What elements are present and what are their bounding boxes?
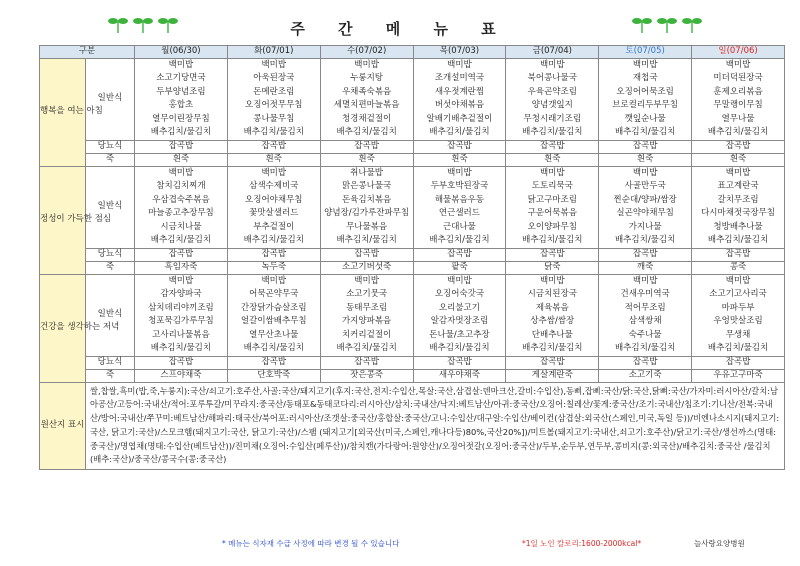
meal-porridge-row — [40, 369, 785, 382]
porridge-label: 죽 — [86, 369, 135, 382]
porridge-cell: 단호박죽 — [227, 369, 320, 382]
menu-item: 치커리겉절이 — [341, 329, 392, 340]
menu-item: 백미밥 — [539, 59, 565, 70]
porridge-cell: 흰죽 — [692, 153, 785, 166]
meal-general-row — [40, 274, 785, 356]
meal-porridge-row — [40, 153, 785, 166]
menu-item: 배추김치/물김치 — [150, 343, 212, 353]
menu-item: 적어무조림 — [624, 302, 666, 313]
menu-item: 오징어야채무침 — [245, 194, 303, 205]
diabetic-cell: 잡곡밥 — [320, 140, 413, 153]
porridge-label: 죽 — [86, 153, 135, 166]
menu-cell — [135, 58, 228, 140]
menu-cell — [227, 58, 320, 140]
menu-item: 소고기뭇국 — [346, 289, 388, 299]
menu-item: 감자양파국 — [160, 289, 202, 299]
footer-note: * 메뉴는 식자재 수급 사정에 따라 변경 될 수 있습니다 — [222, 539, 400, 548]
menu-item: 배추김치/물김치 — [150, 127, 212, 137]
diabetic-cell: 잡곡밥 — [135, 248, 228, 261]
menu-item: 삼색수제비국 — [249, 181, 299, 191]
menu-item: 참치김치찌개 — [156, 181, 206, 191]
menu-cell — [227, 166, 320, 248]
menu-item: 단배추나물 — [531, 329, 573, 340]
meal-general-row — [40, 166, 785, 248]
menu-item: 배추김치/물김치 — [522, 343, 583, 353]
menu-item: 백미밥 — [725, 275, 751, 286]
diabetic-cell: 잡곡밥 — [692, 140, 785, 153]
diabetic-cell: 잡곡밥 — [227, 248, 320, 261]
day-header: 목(07/03) — [413, 46, 506, 59]
menu-item: 우채족숙볶음 — [341, 86, 392, 97]
menu-cell — [599, 166, 692, 248]
menu-item: 건새우미역국 — [620, 289, 670, 299]
day-header: 일(07/06) — [692, 46, 785, 59]
menu-item: 얼갈이쌈배추무침 — [240, 316, 307, 326]
menu-item: 콩나물무침 — [253, 113, 295, 124]
menu-item: 백미밥 — [539, 167, 565, 178]
menu-item: 무생채 — [725, 329, 751, 340]
menu-cell — [135, 274, 228, 356]
menu-item: 조개설미역국 — [434, 73, 485, 83]
menu-item: 시금치된장국 — [527, 289, 577, 299]
porridge-cell: 콩죽 — [692, 261, 785, 274]
menu-item: 청방배추나물 — [713, 221, 763, 232]
menu-item: 마늘종고추장무침 — [148, 208, 214, 218]
menu-item: 표고계란국 — [717, 181, 759, 191]
menu-item: 무청시래기조림 — [523, 113, 582, 124]
general-label: 일반식 — [86, 274, 135, 356]
menu-item: 상추쌈/쌈장 — [530, 316, 575, 326]
menu-item: 배추김치/물김치 — [150, 235, 212, 245]
menu-cell — [506, 274, 599, 356]
menu-cell — [320, 274, 413, 356]
menu-item: 배추김치/물김치 — [614, 235, 676, 245]
menu-item: 돈나물/초고추장 — [429, 329, 490, 340]
menu-item: 우엉맛살조림 — [713, 316, 763, 326]
menu-item: 훈제오리볶음 — [713, 86, 763, 97]
menu-item: 가지나물 — [628, 221, 662, 232]
menu-item: 우삼겹숙주볶음 — [152, 194, 210, 205]
menu-item: 취나물밥 — [350, 167, 384, 178]
menu-item: 우육곤약조림 — [527, 86, 577, 97]
diabetic-cell: 잡곡밥 — [413, 356, 506, 369]
menu-table — [39, 45, 785, 470]
menu-item: 배추김치/물김치 — [614, 127, 676, 137]
diabetic-cell: 잡곡밥 — [135, 140, 228, 153]
menu-item: 백미밥 — [354, 59, 379, 70]
menu-cell — [692, 274, 785, 356]
menu-item: 백미밥 — [168, 275, 194, 286]
menu-item: 북어콩나물국 — [527, 73, 577, 83]
menu-item: 부추겉절이 — [253, 221, 295, 232]
menu-item: 백미밥 — [261, 59, 287, 70]
general-label: 일반식 — [86, 58, 135, 140]
diabetic-cell: 잡곡밥 — [413, 140, 506, 153]
menu-item: 세멸치편마늘볶음 — [333, 100, 400, 110]
origin-row — [40, 382, 785, 470]
menu-item: 배추김치/물김치 — [243, 235, 304, 245]
menu-item: 숙주나물 — [628, 329, 662, 340]
origin-text: 쌀,찹쌀,흑미(밥,죽,누룽지):국산/쇠고기:호주산,사골:국산/돼지고기(후지:국산,전지:수입산,목살:국산,삼겹살:덴마크산,갈비:수입산),동삐,잡삐:국산/닭:국산,닭뼈:국산/가자미:러시아산/갈치:남아공산/고등어:국내산/적어:포루투갈/미꾸라지:중국산/동태포&동태코다리:러시아산/삼치:국내산/낙지:베트남산/아귀:중국산/오징어:칠레산/꽃게:중국산/조기:국내산/침조기:기니산/전복:국내산/방어:국내산/쭈꾸미:베트남산/해파리:태국산/북어포:러시아산/조갯살:중국산/홍합살:중국산/고니:수입산/대구알:수입산/베이컨(삼겹살:외국산(스페인,미국,독일 등))/비엔나소시지(돼지고기:국산, 닭고기:국산)/스모크햄(돼지고기:국산, 닭고기:국산)/스팸 (돼지고기[외국산(미국,스페인,캐나다등)80%,국산20%])/미트볼(돼지고기:국내산,쇠고기:호주산)/닭고기:국산/생선까스(명태:중국산)/명엽채(명태:수입산(베트남산))/진미채(오징어:수입산(페루산))/참치캔(가다랑어:원양산)/오징어젓갈(오징어:중국산)/두부,순두부,연두부,콩비지(콩:외국산)/배추김치:중국산 /물김치(배추:국산)/중국산/콩국수(콩:중국산) — [86, 382, 785, 470]
menu-item: 백미밥 — [632, 167, 658, 178]
menu-item: 깻잎순나물 — [624, 113, 666, 124]
menu-cell — [135, 166, 228, 248]
menu-item: 청경채겉절이 — [341, 113, 392, 124]
menu-cell — [506, 166, 599, 248]
menu-item: 어묵곤약무국 — [249, 289, 299, 299]
menu-cell — [599, 58, 692, 140]
menu-item: 근대나물 — [443, 221, 476, 232]
menu-item: 다시마채젓국장무침 — [701, 208, 775, 218]
menu-item: 돈육김치볶음 — [341, 194, 392, 205]
menu-item: 열무나물 — [721, 113, 755, 124]
menu-item: 백미밥 — [168, 59, 194, 70]
menu-item: 꽃맛살샐러드 — [249, 208, 299, 218]
menu-cell — [413, 58, 506, 140]
hospital-name: 늘사랑요양병원 — [694, 539, 745, 548]
menu-item: 오징어어묵조림 — [616, 86, 674, 97]
menu-item: 미더덕된장국 — [713, 73, 763, 83]
menu-item: 마파두부 — [721, 302, 755, 313]
meal-name: 건강을 생각하는 저녁 — [40, 274, 86, 382]
porridge-cell: 흰죽 — [413, 153, 506, 166]
menu-item: 백미밥 — [725, 59, 751, 70]
porridge-cell: 흰죽 — [227, 153, 320, 166]
porridge-cell: 깨죽 — [599, 261, 692, 274]
porridge-cell: 팥죽 — [413, 261, 506, 274]
menu-item: 아욱된장국 — [253, 73, 295, 83]
diabetic-cell: 잡곡밥 — [320, 248, 413, 261]
menu-cell — [413, 274, 506, 356]
menu-cell — [692, 166, 785, 248]
menu-item: 백미밥 — [261, 275, 287, 286]
menu-item: 갈치무조림 — [717, 194, 759, 205]
day-header: 화(07/01) — [227, 46, 320, 59]
menu-item: 백미밥 — [354, 275, 379, 286]
diabetic-cell: 잡곡밥 — [227, 356, 320, 369]
menu-item: 홍합초 — [168, 100, 194, 110]
menu-item: 양념갯잎지 — [531, 100, 573, 110]
menu-item: 백미밥 — [447, 167, 472, 178]
diabetic-cell: 잡곡밥 — [692, 248, 785, 261]
menu-item: 백미밥 — [539, 275, 565, 286]
diabetic-label: 당뇨식 — [86, 140, 135, 153]
menu-item: 배추김치/물김치 — [707, 235, 769, 245]
menu-item: 간장닭가슴살조림 — [240, 302, 307, 313]
menu-item: 백미밥 — [261, 167, 287, 178]
diabetic-cell: 잡곡밥 — [506, 356, 599, 369]
general-label: 일반식 — [86, 166, 135, 248]
menu-item: 동태무조림 — [346, 302, 388, 313]
menu-item: 알감자멋장조림 — [430, 316, 489, 326]
menu-cell — [320, 166, 413, 248]
menu-item: 찐순대/양파/쌈장 — [613, 194, 677, 205]
menu-item: 배추김치/물김치 — [243, 343, 304, 353]
menu-item: 재첩국 — [632, 73, 658, 83]
porridge-cell: 흰죽 — [599, 153, 692, 166]
diabetic-cell: 잡곡밥 — [506, 248, 599, 261]
menu-item: 오리불고기 — [438, 302, 480, 313]
menu-item: 오징어숙갓국 — [434, 289, 485, 299]
menu-item: 구운어묵볶음 — [527, 208, 577, 218]
porridge-cell: 흑임자죽 — [135, 261, 228, 274]
menu-item: 배추김치/물김치 — [336, 343, 397, 353]
menu-item: 소고기고사리국 — [709, 289, 767, 299]
menu-item: 배추김치/물김치 — [336, 235, 397, 245]
diabetic-cell: 잡곡밥 — [506, 140, 599, 153]
menu-item: 무말랭이무침 — [713, 100, 763, 110]
porridge-cell: 소고기버섯죽 — [320, 261, 413, 274]
porridge-cell: 녹두죽 — [227, 261, 320, 274]
porridge-cell: 흰죽 — [320, 153, 413, 166]
diabetic-cell: 잡곡밥 — [227, 140, 320, 153]
day-header: 월(06/30) — [135, 46, 228, 59]
diabetic-label: 당뇨식 — [86, 356, 135, 369]
menu-item: 가지양파볶음 — [341, 316, 392, 326]
menu-item: 배추김치/물김치 — [429, 127, 490, 137]
meal-name: 행복을 여는 아침 — [40, 58, 86, 166]
menu-item: 백미밥 — [725, 167, 751, 178]
porridge-cell: 스프야채죽 — [135, 369, 228, 382]
menu-item: 백미밥 — [632, 275, 658, 286]
menu-item: 돈메란조림 — [253, 86, 295, 97]
menu-item: 두부양념조림 — [156, 86, 206, 97]
menu-item: 열무이린장무침 — [152, 113, 210, 124]
menu-item: 배추김치/물김치 — [336, 127, 397, 137]
porridge-cell: 우유고구마죽 — [692, 369, 785, 382]
header-row — [40, 46, 785, 59]
menu-item: 백미밥 — [632, 59, 658, 70]
menu-item: 실곤약야채무침 — [616, 208, 674, 218]
menu-cell — [227, 274, 320, 356]
menu-item: 백미밥 — [168, 167, 194, 178]
menu-item: 고사리나물볶음 — [152, 329, 210, 340]
menu-item: 새우젓계란찜 — [434, 86, 485, 97]
menu-item: 닭고구마조림 — [527, 194, 577, 205]
menu-cell — [692, 58, 785, 140]
menu-cell — [413, 166, 506, 248]
menu-item: 배추김치/물김치 — [707, 127, 769, 137]
menu-item: 배추김치/물김치 — [522, 235, 583, 245]
menu-item: 두부호박된장국 — [430, 181, 489, 191]
diabetic-cell: 잡곡밥 — [599, 356, 692, 369]
menu-item: 맑은콩나물국 — [341, 181, 392, 191]
menu-item: 소고기당면국 — [156, 73, 206, 83]
menu-item: 삼색쌍채 — [628, 316, 662, 326]
menu-item: 배추김치/물김치 — [429, 235, 490, 245]
menu-cell — [599, 274, 692, 356]
menu-item: 백미밥 — [447, 59, 472, 70]
diabetic-cell: 잡곡밥 — [320, 356, 413, 369]
menu-cell — [506, 58, 599, 140]
meal-general-row — [40, 58, 785, 140]
menu-item: 해물볶음우동 — [434, 194, 485, 205]
meal-porridge-row — [40, 261, 785, 274]
meal-diabetic-row — [40, 248, 785, 261]
menu-item: 배추김치/물김치 — [707, 343, 769, 353]
meal-diabetic-row — [40, 140, 785, 153]
menu-item: 브로컬리두부무침 — [612, 100, 678, 110]
menu-item: 백미밥 — [447, 275, 472, 286]
diabetic-cell: 잡곡밥 — [135, 356, 228, 369]
meal-diabetic-row — [40, 356, 785, 369]
menu-item: 배추김치/물김치 — [243, 127, 304, 137]
day-header: 금(07/04) — [506, 46, 599, 59]
diabetic-cell: 잡곡밥 — [599, 248, 692, 261]
menu-item: 오징어젓무무침 — [245, 100, 303, 110]
menu-item: 청포묵김가루무침 — [148, 316, 214, 326]
porridge-cell: 새우야채죽 — [413, 369, 506, 382]
menu-item: 배추김치/물김치 — [522, 127, 583, 137]
menu-item: 도토리묵국 — [531, 181, 573, 191]
menu-item: 사골만두국 — [624, 181, 666, 191]
menu-item: 열무산초나물 — [249, 329, 299, 340]
porridge-label: 죽 — [86, 261, 135, 274]
menu-item: 오이양파무침 — [527, 221, 577, 232]
day-header: 수(07/02) — [320, 46, 413, 59]
porridge-cell: 소고기죽 — [599, 369, 692, 382]
menu-item: 연근샐러드 — [438, 208, 480, 218]
diabetic-label: 당뇨식 — [86, 248, 135, 261]
menu-item: 삼치데리야끼조림 — [148, 302, 214, 313]
menu-cell — [320, 58, 413, 140]
page-title: 주 간 메 뉴 표 — [290, 20, 510, 38]
menu-item: 무나물볶음 — [346, 221, 388, 232]
porridge-cell: 닭죽 — [506, 261, 599, 274]
menu-item: 알배기배추겉절이 — [426, 113, 493, 124]
menu-item: 배추김치/물김치 — [614, 343, 676, 353]
porridge-cell: 흰죽 — [135, 153, 228, 166]
menu-item: 누룽지탕 — [350, 73, 384, 83]
porridge-cell: 잣은콩죽 — [320, 369, 413, 382]
calorie-note: *1일 노인 칼로리:1600-2000kcal* — [522, 539, 642, 548]
porridge-cell: 흰죽 — [506, 153, 599, 166]
porridge-cell: 게살계란죽 — [506, 369, 599, 382]
day-header: 토(07/05) — [599, 46, 692, 59]
diabetic-cell: 잡곡밥 — [413, 248, 506, 261]
origin-label: 원산지 표시 — [40, 382, 86, 470]
diabetic-cell: 잡곡밥 — [692, 356, 785, 369]
meal-name: 정성이 가득한 점심 — [40, 166, 86, 274]
menu-item: 양념장/김가루잔파무침 — [324, 208, 410, 218]
header-label: 구분 — [40, 46, 135, 59]
diabetic-cell: 잡곡밥 — [599, 140, 692, 153]
menu-item: 제육볶음 — [535, 302, 569, 313]
menu-item: 버섯야채볶음 — [434, 100, 485, 110]
menu-item: 배추김치/물김치 — [429, 343, 490, 353]
menu-item: 시금치나물 — [160, 221, 202, 232]
